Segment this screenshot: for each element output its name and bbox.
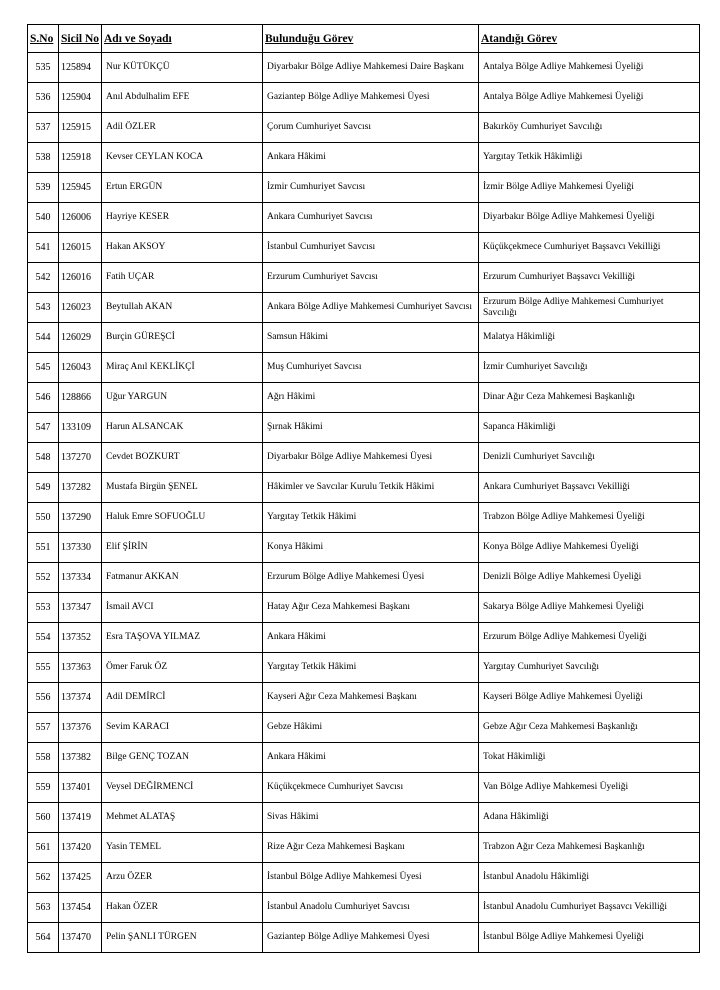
row-name: Uğur YARGUN — [102, 383, 263, 413]
row-current-position: Gaziantep Bölge Adliye Mahkemesi Üyesi — [263, 83, 479, 113]
row-sno: 551 — [28, 533, 59, 563]
row-assigned-position: Yargıtay Tetkik Hâkimliği — [479, 143, 700, 173]
row-assigned-position: Erzurum Bölge Adliye Mahkemesi Cumhuriyet Savcılığı — [479, 293, 700, 323]
row-sno: 540 — [28, 203, 59, 233]
row-name: Fatmanur AKKAN — [102, 563, 263, 593]
row-sno: 561 — [28, 833, 59, 863]
row-sicil-no: 126023 — [59, 293, 102, 323]
row-sno: 554 — [28, 623, 59, 653]
row-assigned-position: Bakırköy Cumhuriyet Savcılığı — [479, 113, 700, 143]
row-sno: 563 — [28, 893, 59, 923]
row-current-position: Küçükçekmece Cumhuriyet Savcısı — [263, 773, 479, 803]
row-current-position: Konya Hâkimi — [263, 533, 479, 563]
row-current-position: Muş Cumhuriyet Savcısı — [263, 353, 479, 383]
table-row — [28, 383, 700, 413]
table-row — [28, 143, 700, 173]
header-current-position: Bulunduğu Görev — [263, 25, 479, 53]
table-row — [28, 53, 700, 83]
row-assigned-position: Trabzon Ağır Ceza Mahkemesi Başkanlığı — [479, 833, 700, 863]
table-header-row — [28, 25, 700, 53]
row-current-position: Gaziantep Bölge Adliye Mahkemesi Üyesi — [263, 923, 479, 953]
row-current-position: Kayseri Ağır Ceza Mahkemesi Başkanı — [263, 683, 479, 713]
row-sno: 548 — [28, 443, 59, 473]
row-sicil-no: 126006 — [59, 203, 102, 233]
row-sicil-no: 137347 — [59, 593, 102, 623]
row-sno: 550 — [28, 503, 59, 533]
row-current-position: Ankara Bölge Adliye Mahkemesi Cumhuriyet Savcısı — [263, 293, 479, 323]
table-row — [28, 893, 700, 923]
row-sno: 557 — [28, 713, 59, 743]
row-current-position: Samsun Hâkimi — [263, 323, 479, 353]
row-assigned-position: İzmir Bölge Adliye Mahkemesi Üyeliği — [479, 173, 700, 203]
table-row — [28, 653, 700, 683]
row-name: Elif ŞİRİN — [102, 533, 263, 563]
row-sno: 546 — [28, 383, 59, 413]
row-sno: 555 — [28, 653, 59, 683]
row-sicil-no: 125918 — [59, 143, 102, 173]
row-sicil-no: 133109 — [59, 413, 102, 443]
row-current-position: İstanbul Cumhuriyet Savcısı — [263, 233, 479, 263]
row-name: Cevdet BOZKURT — [102, 443, 263, 473]
row-current-position: Ankara Hâkimi — [263, 743, 479, 773]
row-assigned-position: Denizli Bölge Adliye Mahkemesi Üyeliği — [479, 563, 700, 593]
row-sicil-no: 137282 — [59, 473, 102, 503]
row-sicil-no: 137290 — [59, 503, 102, 533]
row-sicil-no: 137363 — [59, 653, 102, 683]
row-name: Burçin GÜREŞCİ — [102, 323, 263, 353]
row-assigned-position: Yargıtay Cumhuriyet Savcılığı — [479, 653, 700, 683]
row-name: Beytullah AKAN — [102, 293, 263, 323]
header-sicil-no: Sicil No — [59, 25, 102, 53]
row-sicil-no: 128866 — [59, 383, 102, 413]
table-row — [28, 713, 700, 743]
row-assigned-position: Antalya Bölge Adliye Mahkemesi Üyeliği — [479, 83, 700, 113]
table-row — [28, 563, 700, 593]
table-row — [28, 443, 700, 473]
row-current-position: Şırnak Hâkimi — [263, 413, 479, 443]
row-sno: 543 — [28, 293, 59, 323]
row-sno: 559 — [28, 773, 59, 803]
row-sno: 564 — [28, 923, 59, 953]
row-sicil-no: 137270 — [59, 443, 102, 473]
row-name: Adil DEMİRCİ — [102, 683, 263, 713]
header-sno: S.No — [28, 25, 59, 53]
row-name: Fatih UÇAR — [102, 263, 263, 293]
row-current-position: İstanbul Anadolu Cumhuriyet Savcısı — [263, 893, 479, 923]
row-assigned-position: Sapanca Hâkimliği — [479, 413, 700, 443]
row-name: Sevim KARACI — [102, 713, 263, 743]
row-sno: 547 — [28, 413, 59, 443]
row-sicil-no: 126015 — [59, 233, 102, 263]
row-name: Yasin TEMEL — [102, 833, 263, 863]
row-sno: 562 — [28, 863, 59, 893]
row-assigned-position: Denizli Cumhuriyet Savcılığı — [479, 443, 700, 473]
row-sicil-no: 125894 — [59, 53, 102, 83]
row-assigned-position: İstanbul Anadolu Cumhuriyet Başsavcı Vekilliği — [479, 893, 700, 923]
row-name: Mustafa Birgün ŞENEL — [102, 473, 263, 503]
row-current-position: Yargıtay Tetkik Hâkimi — [263, 653, 479, 683]
row-sno: 537 — [28, 113, 59, 143]
row-sicil-no: 137420 — [59, 833, 102, 863]
row-sicil-no: 137330 — [59, 533, 102, 563]
row-sno: 539 — [28, 173, 59, 203]
row-assigned-position: Trabzon Bölge Adliye Mahkemesi Üyeliği — [479, 503, 700, 533]
row-sno: 556 — [28, 683, 59, 713]
row-assigned-position: Malatya Hâkimliği — [479, 323, 700, 353]
table-row — [28, 353, 700, 383]
table-row — [28, 233, 700, 263]
row-name: Haluk Emre SOFUOĞLU — [102, 503, 263, 533]
row-sno: 545 — [28, 353, 59, 383]
row-current-position: İzmir Cumhuriyet Savcısı — [263, 173, 479, 203]
row-name: Pelin ŞANLI TÜRGEN — [102, 923, 263, 953]
row-current-position: Ankara Hâkimi — [263, 623, 479, 653]
row-current-position: İstanbul Bölge Adliye Mahkemesi Üyesi — [263, 863, 479, 893]
row-name: Adil ÖZLER — [102, 113, 263, 143]
row-assigned-position: Diyarbakır Bölge Adliye Mahkemesi Üyeliği — [479, 203, 700, 233]
row-sicil-no: 137352 — [59, 623, 102, 653]
row-assigned-position: Dinar Ağır Ceza Mahkemesi Başkanlığı — [479, 383, 700, 413]
row-sicil-no: 125904 — [59, 83, 102, 113]
row-name: Miraç Anıl KEKLİKÇİ — [102, 353, 263, 383]
table-row — [28, 173, 700, 203]
row-assigned-position: Sakarya Bölge Adliye Mahkemesi Üyeliği — [479, 593, 700, 623]
row-name: Bilge GENÇ TOZAN — [102, 743, 263, 773]
row-current-position: Çorum Cumhuriyet Savcısı — [263, 113, 479, 143]
row-sicil-no: 137376 — [59, 713, 102, 743]
row-current-position: Rize Ağır Ceza Mahkemesi Başkanı — [263, 833, 479, 863]
row-assigned-position: İzmir Cumhuriyet Savcılığı — [479, 353, 700, 383]
row-name: Hakan ÖZER — [102, 893, 263, 923]
row-current-position: Erzurum Bölge Adliye Mahkemesi Üyesi — [263, 563, 479, 593]
row-sicil-no: 126016 — [59, 263, 102, 293]
row-name: Hayriye KESER — [102, 203, 263, 233]
row-name: İsmail AVCI — [102, 593, 263, 623]
row-sicil-no: 125945 — [59, 173, 102, 203]
header-assigned-position: Atandığı Görev — [479, 25, 700, 53]
row-assigned-position: Adana Hâkimliği — [479, 803, 700, 833]
row-assigned-position: Kayseri Bölge Adliye Mahkemesi Üyeliği — [479, 683, 700, 713]
table-row — [28, 773, 700, 803]
row-name: Veysel DEĞİRMENCİ — [102, 773, 263, 803]
table-row — [28, 593, 700, 623]
row-sicil-no: 137334 — [59, 563, 102, 593]
row-assigned-position: Gebze Ağır Ceza Mahkemesi Başkanlığı — [479, 713, 700, 743]
row-name: Mehmet ALATAŞ — [102, 803, 263, 833]
row-sicil-no: 137419 — [59, 803, 102, 833]
row-sicil-no: 137470 — [59, 923, 102, 953]
table-row — [28, 533, 700, 563]
table-row — [28, 833, 700, 863]
header-name: Adı ve Soyadı — [102, 25, 263, 53]
row-sicil-no: 137425 — [59, 863, 102, 893]
row-sicil-no: 137401 — [59, 773, 102, 803]
table-body — [28, 53, 700, 953]
row-assigned-position: Küçükçekmece Cumhuriyet Başsavcı Vekilliği — [479, 233, 700, 263]
row-sno: 541 — [28, 233, 59, 263]
row-name: Nur KÜTÜKÇÜ — [102, 53, 263, 83]
row-current-position: Sivas Hâkimi — [263, 803, 479, 833]
row-assigned-position: İstanbul Bölge Adliye Mahkemesi Üyeliği — [479, 923, 700, 953]
row-sno: 558 — [28, 743, 59, 773]
row-sno: 549 — [28, 473, 59, 503]
row-sno: 538 — [28, 143, 59, 173]
row-current-position: Diyarbakır Bölge Adliye Mahkemesi Daire Başkanı — [263, 53, 479, 83]
row-sno: 542 — [28, 263, 59, 293]
table-row — [28, 923, 700, 953]
table-row — [28, 293, 700, 323]
row-sno: 536 — [28, 83, 59, 113]
row-assigned-position: İstanbul Anadolu Hâkimliği — [479, 863, 700, 893]
row-current-position: Ankara Cumhuriyet Savcısı — [263, 203, 479, 233]
row-assigned-position: Erzurum Bölge Adliye Mahkemesi Üyeliği — [479, 623, 700, 653]
row-current-position: Hâkimler ve Savcılar Kurulu Tetkik Hâkimi — [263, 473, 479, 503]
row-name: Arzu ÖZER — [102, 863, 263, 893]
row-name: Ertun ERGÜN — [102, 173, 263, 203]
row-sno: 552 — [28, 563, 59, 593]
table-row — [28, 113, 700, 143]
table-row — [28, 623, 700, 653]
table-row — [28, 413, 700, 443]
row-sno: 560 — [28, 803, 59, 833]
table-row — [28, 683, 700, 713]
table-row — [28, 503, 700, 533]
table-row — [28, 203, 700, 233]
row-sicil-no: 137454 — [59, 893, 102, 923]
row-current-position: Ağrı Hâkimi — [263, 383, 479, 413]
row-current-position: Hatay Ağır Ceza Mahkemesi Başkanı — [263, 593, 479, 623]
row-sno: 553 — [28, 593, 59, 623]
row-sicil-no: 125915 — [59, 113, 102, 143]
row-assigned-position: Van Bölge Adliye Mahkemesi Üyeliği — [479, 773, 700, 803]
row-sno: 544 — [28, 323, 59, 353]
row-current-position: Gebze Hâkimi — [263, 713, 479, 743]
row-name: Ömer Faruk ÖZ — [102, 653, 263, 683]
row-name: Esra TAŞOVA YILMAZ — [102, 623, 263, 653]
table-row — [28, 743, 700, 773]
row-sicil-no: 126029 — [59, 323, 102, 353]
table-row — [28, 83, 700, 113]
row-sicil-no: 137374 — [59, 683, 102, 713]
row-sicil-no: 126043 — [59, 353, 102, 383]
row-current-position: Yargıtay Tetkik Hâkimi — [263, 503, 479, 533]
table-row — [28, 473, 700, 503]
row-name: Kevser CEYLAN KOCA — [102, 143, 263, 173]
row-current-position: Ankara Hâkimi — [263, 143, 479, 173]
row-name: Anıl Abdulhalim EFE — [102, 83, 263, 113]
row-sno: 535 — [28, 53, 59, 83]
row-name: Hakan AKSOY — [102, 233, 263, 263]
row-assigned-position: Konya Bölge Adliye Mahkemesi Üyeliği — [479, 533, 700, 563]
table-row — [28, 323, 700, 353]
row-assigned-position: Ankara Cumhuriyet Başsavcı Vekilliği — [479, 473, 700, 503]
row-assigned-position: Erzurum Cumhuriyet Başsavcı Vekilliği — [479, 263, 700, 293]
row-current-position: Diyarbakır Bölge Adliye Mahkemesi Üyesi — [263, 443, 479, 473]
row-assigned-position: Tokat Hâkimliği — [479, 743, 700, 773]
row-current-position: Erzurum Cumhuriyet Savcısı — [263, 263, 479, 293]
table-row — [28, 263, 700, 293]
table-row — [28, 863, 700, 893]
row-assigned-position: Antalya Bölge Adliye Mahkemesi Üyeliği — [479, 53, 700, 83]
row-name: Harun ALSANCAK — [102, 413, 263, 443]
row-sicil-no: 137382 — [59, 743, 102, 773]
appointment-table — [27, 24, 700, 953]
table-row — [28, 803, 700, 833]
